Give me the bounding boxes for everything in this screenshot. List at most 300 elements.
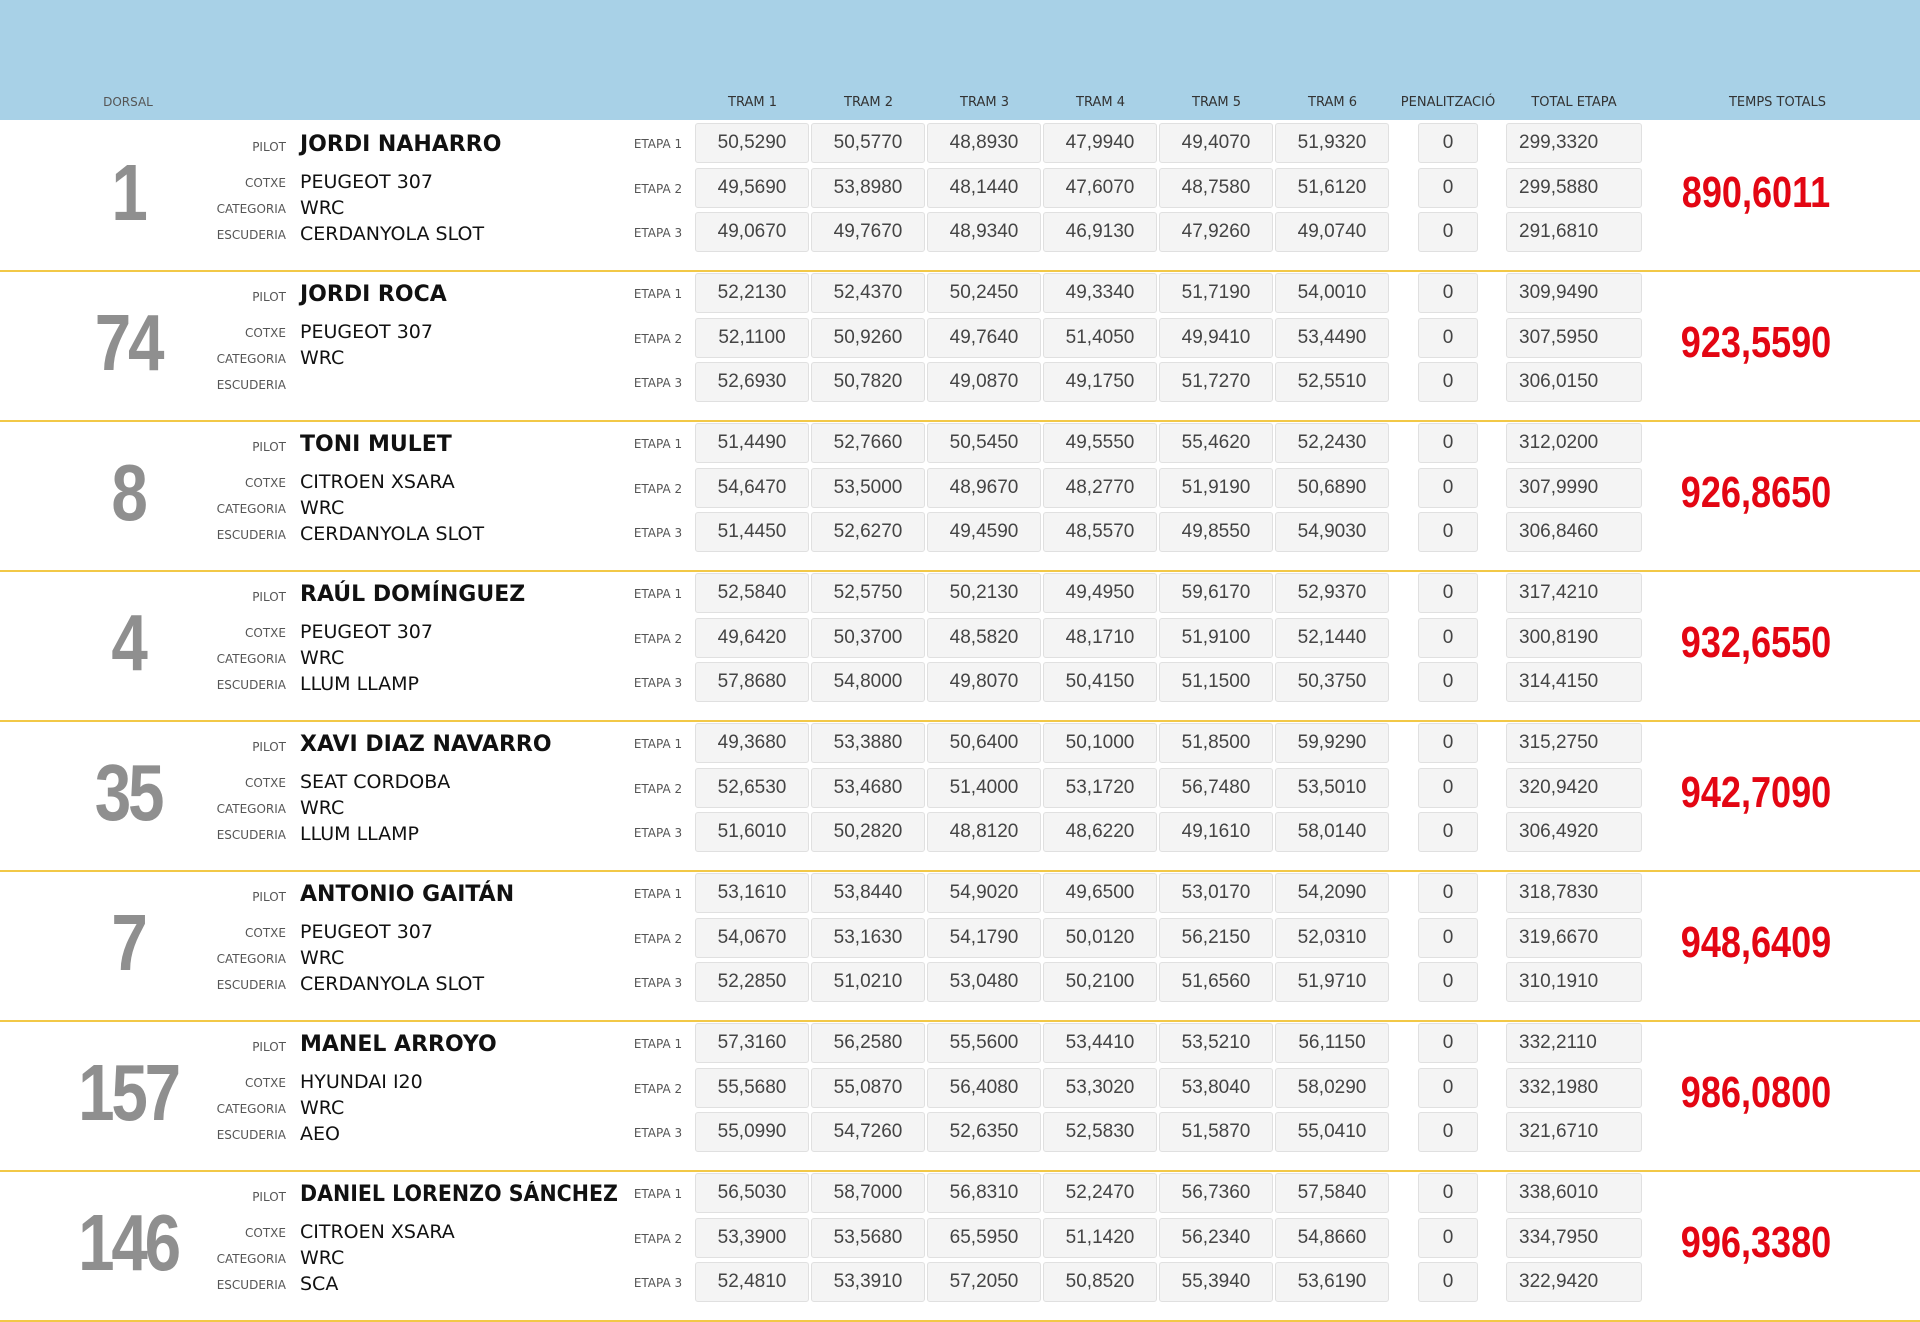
tram-time-cell: 55,3940 bbox=[1159, 1262, 1273, 1302]
tram-time-cell: 54,1790 bbox=[927, 918, 1041, 958]
etapa-total-cell: 306,8460 bbox=[1506, 512, 1642, 552]
tram-time-cell: 51,4050 bbox=[1043, 318, 1157, 358]
tram-time-cell: 53,5010 bbox=[1275, 768, 1389, 808]
tram-time-cell: 49,8070 bbox=[927, 662, 1041, 702]
tram-time-cell: 58,7000 bbox=[811, 1173, 925, 1213]
pilot-value: TONI MULET bbox=[300, 432, 452, 457]
dorsal-number: 8 bbox=[111, 448, 145, 537]
total-time: 926,8650 bbox=[1680, 468, 1832, 517]
total-time: 948,6409 bbox=[1680, 918, 1832, 967]
tram-time-cell: 53,5680 bbox=[811, 1218, 925, 1258]
tram-time-cell: 51,7270 bbox=[1159, 362, 1273, 402]
etapa-label: ETAPA 2 bbox=[633, 1082, 683, 1096]
tram-time-cell: 58,0140 bbox=[1275, 812, 1389, 852]
tram-time-cell: 49,6420 bbox=[695, 618, 809, 658]
pilot-value: XAVI DIAZ NAVARRO bbox=[300, 732, 552, 757]
tram-time-cell: 49,4070 bbox=[1159, 123, 1273, 163]
pilot-label: PILOT bbox=[252, 890, 286, 904]
dorsal-number: 157 bbox=[78, 1048, 178, 1137]
etapa-total-cell: 317,4210 bbox=[1506, 573, 1642, 613]
tram-time-cell: 53,8040 bbox=[1159, 1068, 1273, 1108]
table-row bbox=[0, 570, 1920, 722]
etapa-total-cell: 312,0200 bbox=[1506, 423, 1642, 463]
tram-time-cell: 53,4490 bbox=[1275, 318, 1389, 358]
pilot-value: MANEL ARROYO bbox=[300, 1032, 497, 1057]
pilot-value: RAÚL DOMÍNGUEZ bbox=[300, 582, 526, 607]
penalty-cell: 0 bbox=[1418, 1023, 1478, 1063]
etapa-total-cell: 306,0150 bbox=[1506, 362, 1642, 402]
penalty-cell: 0 bbox=[1418, 168, 1478, 208]
cotxe-value: PEUGEOT 307 bbox=[300, 321, 433, 343]
etapa-total-cell: 332,1980 bbox=[1506, 1068, 1642, 1108]
penalty-cell: 0 bbox=[1418, 512, 1478, 552]
tram-time-cell: 52,0310 bbox=[1275, 918, 1389, 958]
categoria-value: WRC bbox=[300, 1097, 345, 1119]
etapa-total-cell: 315,2750 bbox=[1506, 723, 1642, 763]
tram-time-cell: 49,0670 bbox=[695, 212, 809, 252]
header-dorsal: DORSAL bbox=[103, 95, 153, 109]
tram-time-cell: 55,5600 bbox=[927, 1023, 1041, 1063]
tram-time-cell: 50,5290 bbox=[695, 123, 809, 163]
tram-time-cell: 50,9260 bbox=[811, 318, 925, 358]
etapa-label: ETAPA 1 bbox=[633, 887, 683, 901]
tram-time-cell: 49,7670 bbox=[811, 212, 925, 252]
etapa-total-cell: 291,6810 bbox=[1506, 212, 1642, 252]
table-row bbox=[0, 420, 1920, 572]
penalty-cell: 0 bbox=[1418, 873, 1478, 913]
tram-time-cell: 51,4490 bbox=[695, 423, 809, 463]
tram-time-cell: 46,9130 bbox=[1043, 212, 1157, 252]
tram-time-cell: 49,4950 bbox=[1043, 573, 1157, 613]
tram-time-cell: 49,5690 bbox=[695, 168, 809, 208]
etapa-label: ETAPA 2 bbox=[633, 182, 683, 196]
dorsal-number: 4 bbox=[111, 598, 145, 687]
tram-time-cell: 48,1440 bbox=[927, 168, 1041, 208]
tram-time-cell: 54,8000 bbox=[811, 662, 925, 702]
tram-time-cell: 52,1100 bbox=[695, 318, 809, 358]
cotxe-label: COTXE bbox=[245, 626, 286, 640]
tram-time-cell: 50,2450 bbox=[927, 273, 1041, 313]
categoria-value: WRC bbox=[300, 197, 345, 219]
tram-time-cell: 50,6400 bbox=[927, 723, 1041, 763]
tram-time-cell: 50,4150 bbox=[1043, 662, 1157, 702]
escuderia-label: ESCUDERIA bbox=[216, 228, 286, 242]
etapa-total-cell: 320,9420 bbox=[1506, 768, 1642, 808]
total-time: 932,6550 bbox=[1680, 618, 1832, 667]
cotxe-label: COTXE bbox=[245, 476, 286, 490]
tram-time-cell: 50,0120 bbox=[1043, 918, 1157, 958]
cotxe-label: COTXE bbox=[245, 926, 286, 940]
tram-time-cell: 56,7480 bbox=[1159, 768, 1273, 808]
tram-time-cell: 54,0670 bbox=[695, 918, 809, 958]
tram-time-cell: 52,2430 bbox=[1275, 423, 1389, 463]
tram-time-cell: 52,1440 bbox=[1275, 618, 1389, 658]
tram-time-cell: 51,7190 bbox=[1159, 273, 1273, 313]
escuderia-value: LLUM LLAMP bbox=[300, 673, 420, 695]
tram-time-cell: 49,3680 bbox=[695, 723, 809, 763]
tram-time-cell: 56,4080 bbox=[927, 1068, 1041, 1108]
tram-time-cell: 48,5820 bbox=[927, 618, 1041, 658]
escuderia-label: ESCUDERIA bbox=[216, 528, 286, 542]
tram-time-cell: 56,5030 bbox=[695, 1173, 809, 1213]
pilot-label: PILOT bbox=[252, 740, 286, 754]
etapa-total-cell: 306,4920 bbox=[1506, 812, 1642, 852]
etapa-total-cell: 338,6010 bbox=[1506, 1173, 1642, 1213]
tram-time-cell: 57,2050 bbox=[927, 1262, 1041, 1302]
tram-time-cell: 51,0210 bbox=[811, 962, 925, 1002]
tram-time-cell: 50,3700 bbox=[811, 618, 925, 658]
cotxe-value: SEAT CORDOBA bbox=[300, 771, 451, 793]
tram-time-cell: 48,9340 bbox=[927, 212, 1041, 252]
tram-time-cell: 50,2820 bbox=[811, 812, 925, 852]
tram-time-cell: 65,5950 bbox=[927, 1218, 1041, 1258]
tram-time-cell: 53,6190 bbox=[1275, 1262, 1389, 1302]
tram-time-cell: 48,6220 bbox=[1043, 812, 1157, 852]
tram-time-cell: 49,8550 bbox=[1159, 512, 1273, 552]
tram-time-cell: 48,8120 bbox=[927, 812, 1041, 852]
categoria-value: WRC bbox=[300, 347, 345, 369]
penalty-cell: 0 bbox=[1418, 812, 1478, 852]
tram-time-cell: 51,6010 bbox=[695, 812, 809, 852]
etapa-total-cell: 307,9990 bbox=[1506, 468, 1642, 508]
escuderia-value: LLUM LLAMP bbox=[300, 823, 420, 845]
header-penalitzacio: PENALITZACIÓ bbox=[1400, 95, 1496, 110]
dorsal-number: 7 bbox=[111, 898, 145, 987]
tram-time-cell: 54,9020 bbox=[927, 873, 1041, 913]
tram-time-cell: 56,1150 bbox=[1275, 1023, 1389, 1063]
etapa-label: ETAPA 2 bbox=[633, 932, 683, 946]
tram-time-cell: 48,1710 bbox=[1043, 618, 1157, 658]
tram-time-cell: 53,3020 bbox=[1043, 1068, 1157, 1108]
penalty-cell: 0 bbox=[1418, 918, 1478, 958]
penalty-cell: 0 bbox=[1418, 768, 1478, 808]
dorsal-number: 74 bbox=[94, 298, 162, 387]
cotxe-value: PEUGEOT 307 bbox=[300, 921, 433, 943]
tram-time-cell: 53,0480 bbox=[927, 962, 1041, 1002]
pilot-value: JORDI ROCA bbox=[300, 282, 447, 307]
dorsal-number: 146 bbox=[78, 1198, 178, 1287]
categoria-value: WRC bbox=[300, 647, 345, 669]
etapa-label: ETAPA 1 bbox=[633, 587, 683, 601]
escuderia-value: SCA bbox=[300, 1273, 339, 1295]
tram-time-cell: 56,2150 bbox=[1159, 918, 1273, 958]
cotxe-value: HYUNDAI I20 bbox=[300, 1071, 423, 1093]
tram-time-cell: 50,6890 bbox=[1275, 468, 1389, 508]
etapa-label: ETAPA 3 bbox=[633, 826, 683, 840]
header-temps-totals: TEMPS TOTALS bbox=[1728, 95, 1827, 110]
etapa-label: ETAPA 1 bbox=[633, 1187, 683, 1201]
tram-time-cell: 49,4590 bbox=[927, 512, 1041, 552]
tram-time-cell: 52,5750 bbox=[811, 573, 925, 613]
pilot-label: PILOT bbox=[252, 1040, 286, 1054]
cotxe-label: COTXE bbox=[245, 1076, 286, 1090]
total-time: 923,5590 bbox=[1680, 318, 1832, 367]
tram-time-cell: 51,9320 bbox=[1275, 123, 1389, 163]
tram-time-cell: 48,2770 bbox=[1043, 468, 1157, 508]
tram-time-cell: 50,3750 bbox=[1275, 662, 1389, 702]
categoria-value: WRC bbox=[300, 1247, 345, 1269]
tram-time-cell: 49,6500 bbox=[1043, 873, 1157, 913]
escuderia-label: ESCUDERIA bbox=[216, 978, 286, 992]
tram-time-cell: 50,2130 bbox=[927, 573, 1041, 613]
tram-time-cell: 48,9670 bbox=[927, 468, 1041, 508]
categoria-value: WRC bbox=[300, 497, 345, 519]
escuderia-label: ESCUDERIA bbox=[216, 1128, 286, 1142]
penalty-cell: 0 bbox=[1418, 468, 1478, 508]
categoria-value: WRC bbox=[300, 797, 345, 819]
categoria-label: CATEGORIA bbox=[216, 1252, 286, 1266]
penalty-cell: 0 bbox=[1418, 1173, 1478, 1213]
tram-time-cell: 51,5870 bbox=[1159, 1112, 1273, 1152]
tram-time-cell: 55,4620 bbox=[1159, 423, 1273, 463]
tram-time-cell: 50,2100 bbox=[1043, 962, 1157, 1002]
tram-time-cell: 52,5840 bbox=[695, 573, 809, 613]
penalty-cell: 0 bbox=[1418, 1112, 1478, 1152]
tram-time-cell: 53,3880 bbox=[811, 723, 925, 763]
tram-time-cell: 49,1750 bbox=[1043, 362, 1157, 402]
tram-time-cell: 52,9370 bbox=[1275, 573, 1389, 613]
tram-time-cell: 51,9190 bbox=[1159, 468, 1273, 508]
escuderia-value: CERDANYOLA SLOT bbox=[300, 523, 485, 545]
tram-time-cell: 59,6170 bbox=[1159, 573, 1273, 613]
etapa-label: ETAPA 3 bbox=[633, 676, 683, 690]
categoria-label: CATEGORIA bbox=[216, 952, 286, 966]
header-tram-1: TRAM 1 bbox=[728, 95, 777, 110]
tram-time-cell: 48,8930 bbox=[927, 123, 1041, 163]
pilot-label: PILOT bbox=[252, 290, 286, 304]
penalty-cell: 0 bbox=[1418, 662, 1478, 702]
etapa-total-cell: 300,8190 bbox=[1506, 618, 1642, 658]
escuderia-label: ESCUDERIA bbox=[216, 678, 286, 692]
tram-time-cell: 54,0010 bbox=[1275, 273, 1389, 313]
etapa-label: ETAPA 1 bbox=[633, 1037, 683, 1051]
etapa-total-cell: 318,7830 bbox=[1506, 873, 1642, 913]
tram-time-cell: 52,6270 bbox=[811, 512, 925, 552]
escuderia-label: ESCUDERIA bbox=[216, 1278, 286, 1292]
pilot-label: PILOT bbox=[252, 440, 286, 454]
total-time: 986,0800 bbox=[1680, 1068, 1832, 1117]
tram-time-cell: 52,2470 bbox=[1043, 1173, 1157, 1213]
tram-time-cell: 52,7660 bbox=[811, 423, 925, 463]
penalty-cell: 0 bbox=[1418, 423, 1478, 463]
categoria-label: CATEGORIA bbox=[216, 352, 286, 366]
etapa-label: ETAPA 3 bbox=[633, 226, 683, 240]
tram-time-cell: 56,8310 bbox=[927, 1173, 1041, 1213]
header-tram-2: TRAM 2 bbox=[844, 95, 893, 110]
tram-time-cell: 52,5510 bbox=[1275, 362, 1389, 402]
tram-time-cell: 52,5830 bbox=[1043, 1112, 1157, 1152]
cotxe-label: COTXE bbox=[245, 176, 286, 190]
escuderia-label: ESCUDERIA bbox=[216, 828, 286, 842]
tram-time-cell: 54,6470 bbox=[695, 468, 809, 508]
cotxe-label: COTXE bbox=[245, 776, 286, 790]
tram-time-cell: 56,2580 bbox=[811, 1023, 925, 1063]
tram-time-cell: 56,2340 bbox=[1159, 1218, 1273, 1258]
etapa-total-cell: 299,3320 bbox=[1506, 123, 1642, 163]
header-tram-5: TRAM 5 bbox=[1192, 95, 1241, 110]
etapa-total-cell: 299,5880 bbox=[1506, 168, 1642, 208]
tram-time-cell: 59,9290 bbox=[1275, 723, 1389, 763]
tram-time-cell: 48,5570 bbox=[1043, 512, 1157, 552]
tram-time-cell: 52,6930 bbox=[695, 362, 809, 402]
table-row bbox=[0, 120, 1920, 272]
tram-time-cell: 54,8660 bbox=[1275, 1218, 1389, 1258]
cotxe-label: COTXE bbox=[245, 326, 286, 340]
tram-time-cell: 51,4450 bbox=[695, 512, 809, 552]
pilot-value: ANTONIO GAITÁN bbox=[300, 882, 515, 907]
header-tram-6: TRAM 6 bbox=[1308, 95, 1357, 110]
header-tram-3: TRAM 3 bbox=[960, 95, 1009, 110]
etapa-label: ETAPA 3 bbox=[633, 376, 683, 390]
tram-time-cell: 47,6070 bbox=[1043, 168, 1157, 208]
escuderia-value: AEO bbox=[300, 1123, 340, 1145]
etapa-total-cell: 321,6710 bbox=[1506, 1112, 1642, 1152]
tram-time-cell: 53,3910 bbox=[811, 1262, 925, 1302]
etapa-label: ETAPA 3 bbox=[633, 1126, 683, 1140]
tram-time-cell: 51,9100 bbox=[1159, 618, 1273, 658]
dorsal-number: 35 bbox=[94, 748, 162, 837]
penalty-cell: 0 bbox=[1418, 362, 1478, 402]
etapa-label: ETAPA 2 bbox=[633, 482, 683, 496]
etapa-label: ETAPA 2 bbox=[633, 332, 683, 346]
etapa-label: ETAPA 1 bbox=[633, 737, 683, 751]
penalty-cell: 0 bbox=[1418, 573, 1478, 613]
etapa-label: ETAPA 2 bbox=[633, 782, 683, 796]
etapa-total-cell: 332,2110 bbox=[1506, 1023, 1642, 1063]
etapa-total-cell: 319,6670 bbox=[1506, 918, 1642, 958]
tram-time-cell: 49,3340 bbox=[1043, 273, 1157, 313]
tram-time-cell: 50,5770 bbox=[811, 123, 925, 163]
tram-time-cell: 51,1500 bbox=[1159, 662, 1273, 702]
tram-time-cell: 53,1630 bbox=[811, 918, 925, 958]
tram-time-cell: 53,8980 bbox=[811, 168, 925, 208]
table-row bbox=[0, 1020, 1920, 1172]
tram-time-cell: 50,7820 bbox=[811, 362, 925, 402]
categoria-label: CATEGORIA bbox=[216, 202, 286, 216]
etapa-label: ETAPA 1 bbox=[633, 137, 683, 151]
etapa-total-cell: 309,9490 bbox=[1506, 273, 1642, 313]
tram-time-cell: 52,4370 bbox=[811, 273, 925, 313]
etapa-total-cell: 314,4150 bbox=[1506, 662, 1642, 702]
tram-time-cell: 50,1000 bbox=[1043, 723, 1157, 763]
tram-time-cell: 56,7360 bbox=[1159, 1173, 1273, 1213]
categoria-label: CATEGORIA bbox=[216, 802, 286, 816]
penalty-cell: 0 bbox=[1418, 962, 1478, 1002]
tram-time-cell: 54,7260 bbox=[811, 1112, 925, 1152]
penalty-cell: 0 bbox=[1418, 1068, 1478, 1108]
categoria-label: CATEGORIA bbox=[216, 1102, 286, 1116]
tram-time-cell: 57,3160 bbox=[695, 1023, 809, 1063]
etapa-label: ETAPA 1 bbox=[633, 287, 683, 301]
tram-time-cell: 48,7580 bbox=[1159, 168, 1273, 208]
tram-time-cell: 53,8440 bbox=[811, 873, 925, 913]
tram-time-cell: 53,1720 bbox=[1043, 768, 1157, 808]
tram-time-cell: 50,8520 bbox=[1043, 1262, 1157, 1302]
total-time: 890,6011 bbox=[1681, 168, 1831, 217]
header-tram-4: TRAM 4 bbox=[1076, 95, 1125, 110]
etapa-label: ETAPA 1 bbox=[633, 437, 683, 451]
etapa-label: ETAPA 3 bbox=[633, 526, 683, 540]
etapa-label: ETAPA 2 bbox=[633, 1232, 683, 1246]
tram-time-cell: 53,3900 bbox=[695, 1218, 809, 1258]
tram-time-cell: 52,6530 bbox=[695, 768, 809, 808]
tram-time-cell: 49,0870 bbox=[927, 362, 1041, 402]
pilot-label: PILOT bbox=[252, 1190, 286, 1204]
categoria-label: CATEGORIA bbox=[216, 652, 286, 666]
categoria-value: WRC bbox=[300, 947, 345, 969]
tram-time-cell: 57,5840 bbox=[1275, 1173, 1389, 1213]
escuderia-value: CERDANYOLA SLOT bbox=[300, 223, 485, 245]
tram-time-cell: 55,5680 bbox=[695, 1068, 809, 1108]
tram-time-cell: 53,1610 bbox=[695, 873, 809, 913]
tram-time-cell: 49,9410 bbox=[1159, 318, 1273, 358]
tram-time-cell: 52,2850 bbox=[695, 962, 809, 1002]
tram-time-cell: 49,1610 bbox=[1159, 812, 1273, 852]
pilot-value: DANIEL LORENZO SÁNCHEZ bbox=[300, 1182, 618, 1207]
total-time: 996,3380 bbox=[1680, 1218, 1832, 1267]
tram-time-cell: 57,8680 bbox=[695, 662, 809, 702]
tram-time-cell: 54,2090 bbox=[1275, 873, 1389, 913]
table-row bbox=[0, 1170, 1920, 1322]
escuderia-label: ESCUDERIA bbox=[216, 378, 286, 392]
tram-time-cell: 53,0170 bbox=[1159, 873, 1273, 913]
tram-time-cell: 52,6350 bbox=[927, 1112, 1041, 1152]
penalty-cell: 0 bbox=[1418, 318, 1478, 358]
cotxe-value: PEUGEOT 307 bbox=[300, 171, 433, 193]
penalty-cell: 0 bbox=[1418, 212, 1478, 252]
tram-time-cell: 55,0990 bbox=[695, 1112, 809, 1152]
tram-time-cell: 54,9030 bbox=[1275, 512, 1389, 552]
header-total-etapa: TOTAL ETAPA bbox=[1531, 95, 1617, 110]
etapa-label: ETAPA 3 bbox=[633, 976, 683, 990]
penalty-cell: 0 bbox=[1418, 1262, 1478, 1302]
etapa-label: ETAPA 2 bbox=[633, 632, 683, 646]
table-row bbox=[0, 870, 1920, 1022]
tram-time-cell: 49,7640 bbox=[927, 318, 1041, 358]
penalty-cell: 0 bbox=[1418, 123, 1478, 163]
tram-time-cell: 47,9940 bbox=[1043, 123, 1157, 163]
categoria-label: CATEGORIA bbox=[216, 502, 286, 516]
etapa-total-cell: 307,5950 bbox=[1506, 318, 1642, 358]
tram-time-cell: 47,9260 bbox=[1159, 212, 1273, 252]
penalty-cell: 0 bbox=[1418, 723, 1478, 763]
tram-time-cell: 53,5210 bbox=[1159, 1023, 1273, 1063]
total-time: 942,7090 bbox=[1680, 768, 1832, 817]
etapa-total-cell: 310,1910 bbox=[1506, 962, 1642, 1002]
pilot-label: PILOT bbox=[252, 140, 286, 154]
table-row bbox=[0, 720, 1920, 872]
escuderia-value: CERDANYOLA SLOT bbox=[300, 973, 485, 995]
etapa-total-cell: 322,9420 bbox=[1506, 1262, 1642, 1302]
dorsal-number: 1 bbox=[111, 148, 145, 237]
pilot-value: JORDI NAHARRO bbox=[300, 132, 502, 157]
tram-time-cell: 55,0410 bbox=[1275, 1112, 1389, 1152]
tram-time-cell: 55,0870 bbox=[811, 1068, 925, 1108]
cotxe-value: CITROEN XSARA bbox=[300, 1221, 455, 1243]
cotxe-value: PEUGEOT 307 bbox=[300, 621, 433, 643]
tram-time-cell: 51,9710 bbox=[1275, 962, 1389, 1002]
tram-time-cell: 53,4410 bbox=[1043, 1023, 1157, 1063]
etapa-label: ETAPA 3 bbox=[633, 1276, 683, 1290]
tram-time-cell: 51,6560 bbox=[1159, 962, 1273, 1002]
tram-time-cell: 50,5450 bbox=[927, 423, 1041, 463]
cotxe-value: CITROEN XSARA bbox=[300, 471, 455, 493]
tram-time-cell: 49,0740 bbox=[1275, 212, 1389, 252]
penalty-cell: 0 bbox=[1418, 273, 1478, 313]
tram-time-cell: 51,6120 bbox=[1275, 168, 1389, 208]
etapa-total-cell: 334,7950 bbox=[1506, 1218, 1642, 1258]
pilot-label: PILOT bbox=[252, 590, 286, 604]
